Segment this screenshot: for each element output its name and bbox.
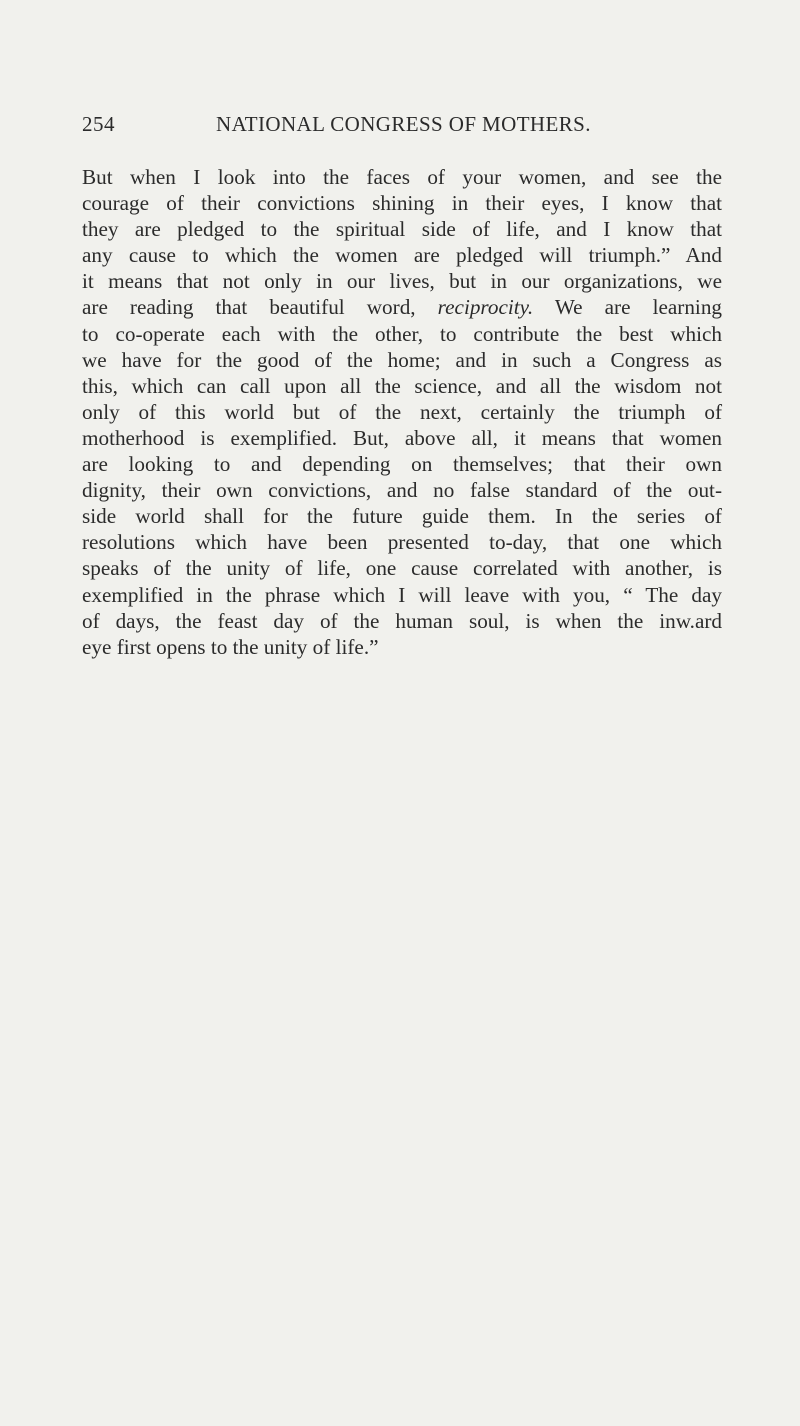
- text-line: But when I look into the faces of your women, and see the: [82, 165, 722, 189]
- text-line: speaks of the unity of life, one cause correlated with another, is: [82, 556, 722, 581]
- text-line: any cause to which the women are pledged will triumph.” And: [82, 243, 722, 268]
- text-line: of days, the feast day of the human soul, is when the inw.ard: [82, 608, 722, 633]
- text-line: side world shall for the future guide them. In the series of: [82, 504, 722, 529]
- running-title: NATIONAL CONGRESS OF MOTHERS.: [216, 112, 591, 136]
- page-number: 254: [82, 112, 115, 136]
- body-paragraph: [82, 164, 722, 660]
- page-header: [82, 112, 722, 142]
- text-line: motherhood is exemplified. But, above all, it means that women: [82, 425, 722, 450]
- text-fragment: are reading that beautiful word,: [82, 295, 438, 320]
- text-line: exemplified in the phrase which I will leave with you, “ The day: [82, 582, 722, 607]
- text-fragment: We are learning: [533, 295, 723, 320]
- text-line: are looking to and depending on themselves; that their own: [82, 452, 722, 477]
- text-line: courage of their convictions shining in their eyes, I know that: [82, 191, 722, 216]
- text-line: they are pledged to the spiritual side of life, and I know that: [82, 217, 722, 242]
- text-line: eye first opens to the unity of life.”: [82, 634, 379, 659]
- text-line: resolutions which have been presented to-day, that one which: [82, 530, 722, 555]
- text-line: to co-operate each with the other, to contribute the best which: [82, 321, 722, 346]
- text-line: [82, 294, 722, 320]
- text-line: we have for the good of the home; and in such a Congress as: [82, 347, 722, 372]
- text-line: dignity, their own convictions, and no false standard of the out-: [82, 478, 722, 503]
- text-line: only of this world but of the next, certainly the triumph of: [82, 399, 722, 424]
- italic-word: reciprocity.: [437, 295, 534, 320]
- text-line: this, which can call upon all the science, and all the wisdom not: [82, 373, 722, 398]
- text-line: it means that not only in our lives, but in our organizations, we: [82, 269, 722, 294]
